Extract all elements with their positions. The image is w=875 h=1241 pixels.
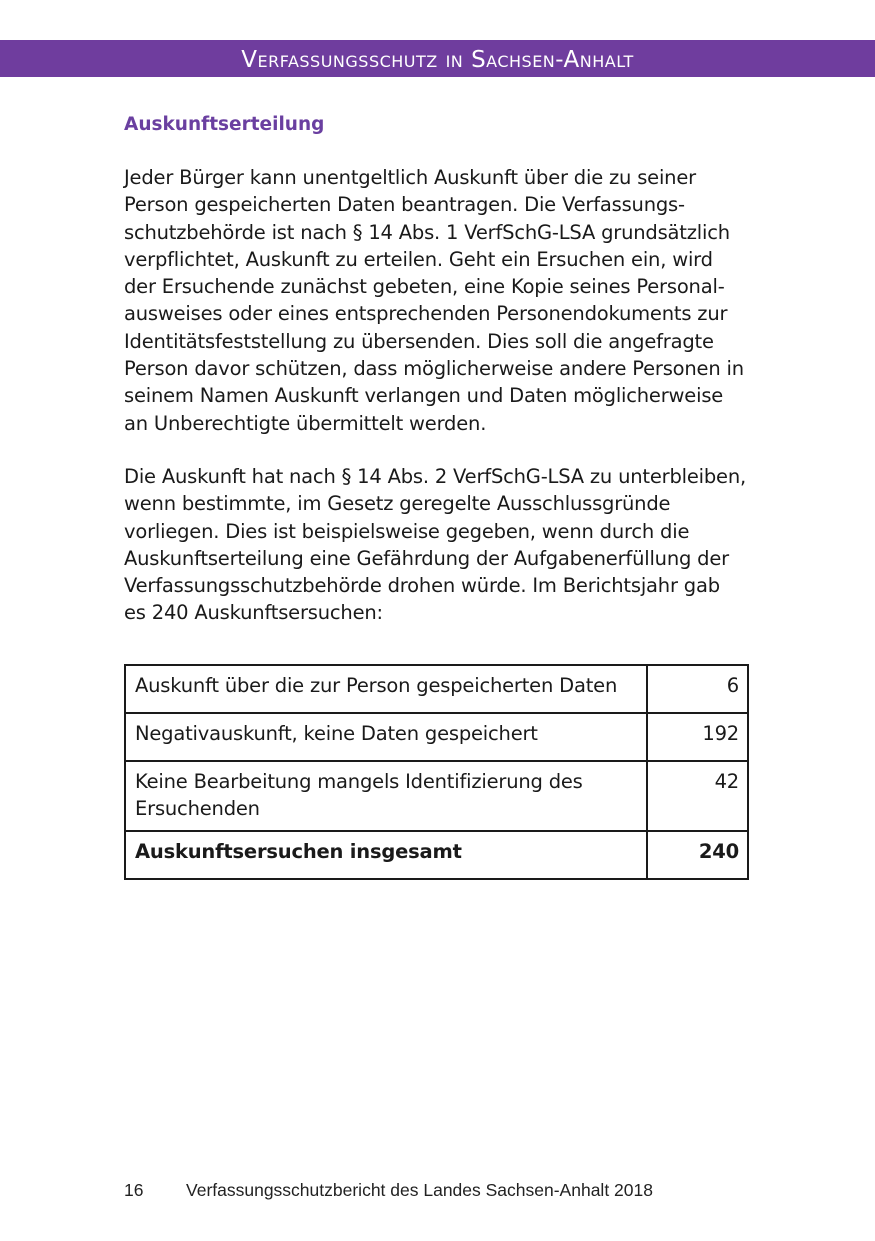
table-total-row <box>125 831 748 879</box>
row-value: 42 <box>647 761 748 831</box>
total-label: Auskunftsersuchen insgesamt <box>125 831 647 879</box>
paragraph-1: Jeder Bürger kann unentgeltlich Auskunft über die zu seiner Person gespeicherten Daten beantragen. Die Verfassungsschutzbehörde ist nach § 14 Abs. 1 VerfSchG-LSA grundsätzlich verpflichtet, Auskunft zu erteilen. Geht ein Ersuchen ein, wird der Ersuchende zunächst gebeten, eine Kopie seines Personalausweises oder eines entsprechenden Personendokuments zur Identitätsfeststellung zu übersenden. Dies soll die angefragte Person davor schützen, dass möglicherweise andere Personen in seinem Namen Auskunft verlangen und Daten möglicherweise an Unberechtigte übermittelt werden. <box>124 166 744 435</box>
row-value: 6 <box>647 665 748 713</box>
row-label: Keine Bearbeitung mangels Identifizierung des Ersuchenden <box>125 761 647 831</box>
table-row <box>125 665 748 713</box>
section-heading: Auskunftserteilung <box>124 114 325 135</box>
chapter-header <box>0 40 875 77</box>
publication-title: Verfassungsschutzbericht des Landes Sachsen-Anhalt 2018 <box>186 1180 653 1200</box>
request-statistics-table <box>124 664 749 880</box>
row-label: Negativauskunft, keine Daten gespeichert <box>125 713 647 761</box>
main-content <box>124 112 746 653</box>
page-footer <box>124 1180 653 1201</box>
chapter-title: Verfassungsschutz in Sachsen-Anhalt <box>241 47 634 73</box>
paragraph-2: Die Auskunft hat nach § 14 Abs. 2 VerfSchG-LSA zu unterbleiben, wenn bestimmte, im Gesetz geregelte Ausschlussgründe vorliegen. Dies ist beispielsweise gegeben, wenn durch die Auskunftserteilung eine Gefährdung der Aufgabenerfüllung der Verfassungsschutzbehörde drohen würde. Im Berichtsjahr gab es 240 Auskunftsersuchen: <box>124 464 747 625</box>
table-row <box>125 713 748 761</box>
row-label: Auskunft über die zur Person gespeicherten Daten <box>125 665 647 713</box>
page-number: 16 <box>124 1180 144 1200</box>
table-row <box>125 761 748 831</box>
row-value: 192 <box>647 713 748 761</box>
total-value: 240 <box>647 831 748 879</box>
